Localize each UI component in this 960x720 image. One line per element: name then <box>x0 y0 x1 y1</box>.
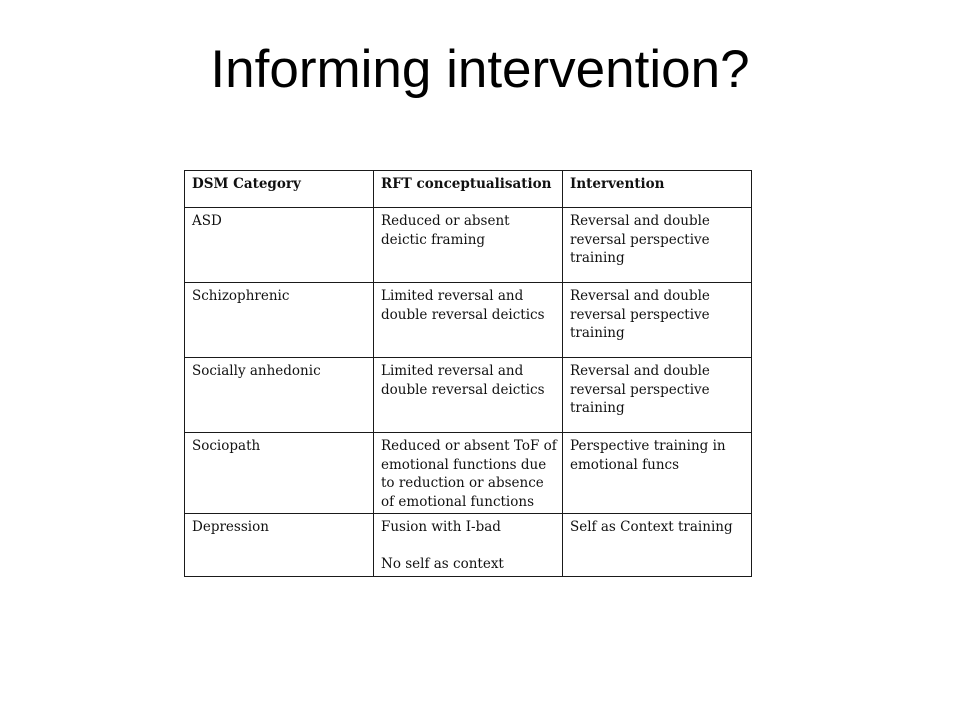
rft-line: double reversal deictics <box>381 381 545 398</box>
slide-title: Informing intervention? <box>210 40 750 99</box>
table-row <box>185 358 752 433</box>
intervention-line: Reversal and double <box>570 213 710 229</box>
rft-line: Reduced or absent ToF of <box>381 438 557 454</box>
category-text: Sociopath <box>192 438 261 454</box>
intervention-line: Reversal and double <box>570 288 710 304</box>
table-row <box>185 433 752 514</box>
cell-category <box>185 514 374 577</box>
intervention-line: reversal perspective <box>570 231 710 248</box>
rft-line: No self as context <box>381 556 504 572</box>
rft-line: Limited reversal and <box>381 288 524 304</box>
cell-category <box>185 433 374 514</box>
cell-intervention <box>563 433 752 514</box>
rft-line: Fusion with I-bad <box>381 519 501 535</box>
rft-line: deictic framing <box>381 231 486 248</box>
rft-line: Limited reversal and <box>381 363 524 379</box>
cell-rft <box>374 283 563 358</box>
rft-line: of emotional functions <box>381 493 534 510</box>
cell-category <box>185 283 374 358</box>
table-row <box>185 514 752 577</box>
rft-line: double reversal deictics <box>381 306 545 323</box>
dsm-intervention-table <box>184 170 751 572</box>
category-text: Depression <box>192 519 269 535</box>
intervention-line: Self as Context training <box>570 519 733 535</box>
cell-category <box>185 358 374 433</box>
cell-intervention <box>563 283 752 358</box>
cell-rft <box>374 358 563 433</box>
cell-rft <box>374 514 563 577</box>
rft-line: Reduced or absent <box>381 213 510 229</box>
intervention-line: training <box>570 325 625 341</box>
intervention-line: Reversal and double <box>570 363 710 379</box>
intervention-line: reversal perspective <box>570 306 710 323</box>
intervention-line: training <box>570 250 625 266</box>
intervention-line: training <box>570 400 625 416</box>
header-rft-conceptualisation: RFT conceptualisation <box>374 171 563 208</box>
intervention-line: emotional funcs <box>570 456 680 473</box>
rft-line: to reduction or absence <box>381 475 544 491</box>
category-text: Socially anhedonic <box>192 363 321 379</box>
header-dsm-category: DSM Category <box>185 171 374 208</box>
table <box>184 170 752 577</box>
cell-rft <box>374 208 563 283</box>
cell-rft <box>374 433 563 514</box>
cell-intervention <box>563 208 752 283</box>
rft-blank-line <box>381 537 555 556</box>
table-row <box>185 283 752 358</box>
table-row <box>185 208 752 283</box>
table-header-row <box>185 171 752 208</box>
category-text: ASD <box>192 213 222 229</box>
cell-category <box>185 208 374 283</box>
intervention-line: reversal perspective <box>570 381 710 398</box>
cell-intervention <box>563 358 752 433</box>
rft-line: emotional functions due <box>381 456 547 473</box>
header-intervention: Intervention <box>563 171 752 208</box>
cell-intervention <box>563 514 752 577</box>
category-text: Schizophrenic <box>192 288 290 304</box>
intervention-line: Perspective training in <box>570 438 726 454</box>
